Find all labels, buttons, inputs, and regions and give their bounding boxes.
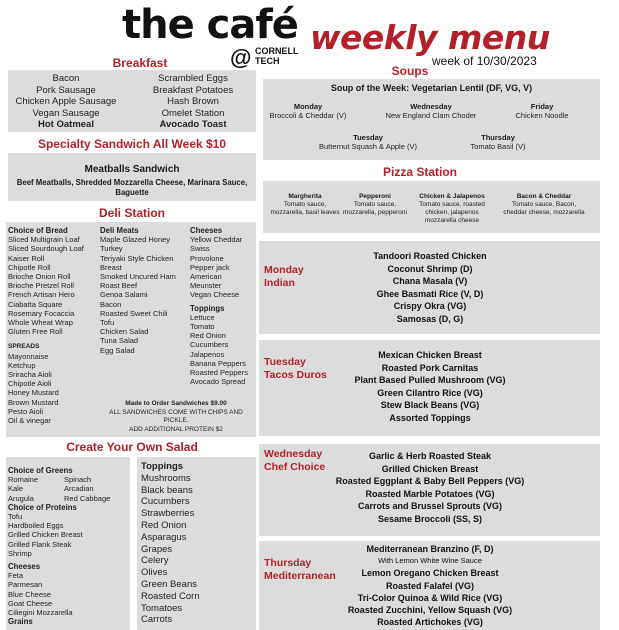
list-item: Bacon — [52, 73, 80, 84]
soup-day: Wednesday — [410, 102, 452, 111]
list-item: Turkey — [100, 244, 123, 254]
list-item: Sliced Multigrain Loaf — [8, 235, 80, 245]
list-item: Sliced Sourdough Loaf — [8, 244, 84, 254]
entree-theme: Chef Choice — [264, 461, 326, 473]
entree-item: Ghee Basmati Rice (V, D) — [376, 288, 484, 299]
list-item: Omelet Station — [161, 107, 225, 119]
entree-theme: Tacos Duros — [264, 369, 327, 381]
list-item: Hardboiled Eggs — [8, 521, 64, 531]
list-item: Olives — [141, 567, 168, 579]
cheeses-heading: Cheeses — [190, 226, 223, 235]
list-item: Provolone — [190, 253, 224, 263]
tech-text: TECH — [255, 56, 280, 66]
list-item: Kale — [8, 484, 24, 494]
salad-cheeses-heading: Cheeses — [8, 562, 41, 572]
entree-item: Roasted Marble Potatoes (VG) — [365, 488, 495, 499]
pizza-title: Pizza Station — [382, 165, 457, 179]
pizza-item — [268, 193, 342, 217]
soup-day: Tuesday — [353, 133, 383, 142]
entree-item: Stew Black Beans (VG) — [380, 400, 480, 411]
entree-item: Assorted Toppings — [389, 412, 471, 423]
pizza-name: Chicken & Jalapenos — [419, 193, 485, 200]
list-item: Celery — [141, 555, 169, 567]
list-item: Honey Mustard — [8, 388, 59, 398]
list-item: Egg Salad — [100, 345, 135, 355]
salad-greens-list — [8, 466, 128, 626]
entree-day-label — [264, 264, 304, 290]
specialty-desc: Beef Meatballs, Shredded Mozzarella Cheese, Marinara Sauce, Baguette — [16, 178, 248, 197]
list-item: Asparagus — [141, 531, 187, 543]
cornell-tech-logo — [255, 46, 299, 66]
entree-item: Sesame Broccoli (SS, S) — [377, 513, 483, 524]
list-item: Meunster — [190, 281, 222, 291]
entree-item: Garlic & Herb Roasted Steak — [368, 451, 492, 461]
list-item: Bacon — [100, 299, 122, 309]
list-item: Ketchup — [8, 360, 36, 370]
list-item: Mushrooms — [141, 472, 191, 484]
monday-entrees — [330, 250, 530, 326]
list-item: Ciabatta Square — [8, 299, 63, 309]
entree-item: Roasted Pork Carnitas — [381, 362, 479, 373]
greens-columns — [8, 475, 128, 503]
bread-heading: Choice of Bread — [8, 226, 68, 235]
deli-chips-note: ALL SANDWICHES COME WITH CHIPS AND PICKLE. — [109, 408, 243, 424]
pizza-item — [410, 193, 494, 225]
entree-day-label — [264, 448, 325, 474]
cornell-text: CORNELL — [255, 46, 299, 56]
entree-item: Roasted Artichokes (VG) — [377, 617, 483, 628]
pizza-desc: Tomato sauce, Bacon, cheddar cheese, mozzarella — [503, 201, 585, 216]
greens-right — [64, 475, 110, 503]
list-item: Tomatoes — [141, 602, 183, 614]
soup-wednesday — [376, 102, 486, 120]
grains-heading: Grains — [8, 617, 33, 627]
list-item: Vegan Cheese — [190, 290, 240, 300]
entree-item: Mediterranean Branzino (F, D) — [366, 544, 494, 554]
soups-title: Soups — [391, 64, 429, 78]
list-item: Chipotle Aioli — [8, 379, 52, 389]
entree-day: Wednesday — [264, 448, 323, 460]
breakfast-right-list — [134, 73, 252, 131]
list-item: Swiss — [190, 244, 210, 254]
soup-item: Butternut Squash & Apple (V) — [319, 142, 417, 151]
pizza-name: Pepperoni — [359, 193, 391, 200]
thursday-entrees — [326, 543, 534, 628]
deli-bread-list — [8, 226, 100, 425]
week-of: week of 10/30/2023 — [432, 54, 537, 68]
entree-theme: Mediterranean — [264, 570, 336, 582]
list-item: Pork Sausage — [36, 84, 96, 96]
list-item: Red Cabbage — [64, 493, 111, 503]
list-item: Chicken Apple Sausage — [15, 96, 117, 107]
entree-item: Roasted Zucchini, Yellow Squash (VG) — [347, 605, 513, 616]
entree-day-label — [264, 356, 327, 382]
entree-item: Carrots and Brussel Sprouts (VG) — [357, 501, 503, 512]
list-item: Green Beans — [141, 578, 197, 590]
list-item: Tuna Salad — [100, 336, 139, 346]
list-item: Grilled Flank Steak — [8, 539, 72, 549]
list-item: Mayonnaise — [8, 351, 49, 361]
list-item: Romaine — [8, 475, 39, 485]
deli-title: Deli Station — [98, 206, 165, 220]
soup-day: Thursday — [481, 133, 515, 142]
list-item: Chipotle Roll — [8, 262, 51, 272]
meats-heading: Deli Meats — [100, 226, 139, 235]
greens-left — [8, 475, 64, 503]
pizza-desc: Tomato sauce, mozzarella, pepperoni — [343, 201, 407, 216]
entree-day: Thursday — [264, 557, 312, 569]
list-item: Teriyaki Style Chicken — [100, 253, 174, 263]
soup-thursday — [458, 133, 538, 151]
list-item: Roast Beef — [100, 281, 138, 291]
at-symbol: @ — [230, 45, 252, 70]
deli-protein-note: ADD ADDITIONAL PROTEIN $2 — [129, 425, 223, 433]
soup-day: Monday — [293, 102, 323, 111]
spreads-heading: SPREADS — [8, 343, 40, 351]
entree-item: Green Cilantro Rice (VG) — [377, 387, 483, 398]
list-item: Pesto Aioli — [8, 406, 44, 416]
soup-item: Broccoli & Cheddar (V) — [269, 111, 347, 120]
list-item: Hot Oatmeal — [38, 119, 94, 130]
entree-item: Crispy Okra (VG) — [393, 301, 467, 312]
list-item: Carrots — [141, 614, 173, 626]
entree-item: Roasted Eggplant & Baby Bell Peppers (VG) — [335, 476, 525, 487]
soup-tuesday — [308, 133, 428, 151]
entree-day: Tuesday — [264, 356, 306, 368]
entree-item: Lemon Oregano Chicken Breast — [361, 568, 499, 579]
list-item: Strawberries — [141, 508, 195, 520]
list-item: Yellow Cheddar — [190, 235, 243, 245]
toppings-heading: Toppings — [190, 303, 225, 313]
list-item: Kaiser Roll — [8, 253, 45, 263]
entree-item: Mexican Chicken Breast — [378, 350, 482, 360]
list-item: Brioche Onion Roll — [8, 272, 71, 282]
list-item: Sriracha Aioli — [8, 370, 52, 380]
pizza-name: Bacon & Cheddar — [516, 193, 572, 200]
entree-item: Tri-Color Quinoa & Wild Rice (VG) — [357, 592, 503, 603]
soup-item: Chicken Noodle — [515, 111, 569, 120]
list-item: Breakfast Potatoes — [152, 84, 234, 96]
list-item: Cucumbers — [190, 340, 229, 350]
list-item: Lettuce — [190, 312, 215, 322]
list-item: Grapes — [141, 543, 173, 555]
breakfast-title: Breakfast — [112, 56, 168, 70]
soup-friday — [500, 102, 584, 120]
list-item: Vegan Sausage — [32, 107, 100, 119]
brand-logo-text: the café — [122, 2, 298, 48]
list-item: Smoked Uncured Ham — [100, 272, 176, 282]
list-item: Roasted Corn — [141, 590, 200, 602]
list-item: Parmesan — [8, 580, 43, 590]
deli-price-note: Made to Order Sandwiches $9.00 — [125, 400, 227, 407]
list-item: Arcadian — [64, 484, 94, 494]
soup-day: Friday — [530, 102, 554, 111]
list-item: Banana Peppers — [190, 358, 246, 368]
list-item: Arugula — [8, 493, 34, 503]
salad-title: Create Your Own Salad — [66, 440, 198, 454]
list-item: Tofu — [100, 318, 115, 328]
list-item: Tomato — [190, 322, 215, 332]
pizza-item — [500, 193, 588, 217]
entree-day: Monday — [264, 264, 304, 276]
entree-item: Tandoori Roasted Chicken — [373, 251, 487, 261]
entree-item: Coconut Shrimp (D) — [387, 263, 473, 274]
list-item: Ciliegini Mozzarella — [8, 608, 73, 618]
list-item: Goat Cheese — [8, 598, 53, 608]
salad-toppings-list — [141, 461, 253, 626]
greens-heading: Choice of Greens — [8, 466, 73, 475]
list-item: Breast — [100, 262, 122, 272]
list-item: Feta — [8, 571, 24, 581]
list-item: Rosemary Focaccia — [8, 308, 75, 318]
proteins-heading: Choice of Proteins — [8, 502, 77, 512]
entree-item: Chana Masala (V) — [392, 276, 468, 287]
list-item: Grilled Chicken Breast — [8, 530, 83, 540]
list-item: Chicken Salad — [100, 327, 149, 337]
list-item: American — [190, 272, 222, 282]
list-item: Roasted Peppers — [190, 368, 248, 378]
list-item: Red Onion — [190, 331, 226, 341]
list-item: Cucumbers — [141, 496, 190, 508]
pizza-desc: Tomato sauce, roasted chicken, jalapenos mozzarella cheese — [419, 201, 485, 224]
list-item: Avocado Spread — [190, 377, 246, 387]
deli-notes — [98, 400, 254, 434]
soup-item: New England Clam Choder — [385, 111, 477, 120]
list-item: Scrambled Eggs — [158, 73, 228, 84]
pizza-name: Margherita — [288, 193, 322, 200]
list-item: Red Onion — [141, 519, 187, 531]
entree-item: Roasted Falafel (VG) — [385, 580, 475, 591]
list-item: Hash Brown — [167, 96, 219, 107]
list-item: Black beans — [141, 484, 193, 496]
list-item: Avocado Toast — [159, 119, 227, 130]
list-item: Maple Glazed Honey — [100, 235, 171, 245]
list-item: Jalapenos — [190, 349, 225, 359]
list-item: French Artisan Hero — [8, 290, 75, 300]
specialty-name: Meatballs Sandwich — [84, 164, 180, 175]
entree-item: Samosas (D, G) — [396, 313, 464, 324]
list-item: Brioche Pretzel Roll — [8, 281, 74, 291]
entree-day-label — [264, 557, 336, 583]
soup-of-week: Soup of the Week: Vegetarian Lentil (DF, VG, V) — [330, 83, 533, 93]
list-item: Spinach — [64, 475, 92, 485]
list-item: Whole Wheat Wrap — [8, 318, 73, 328]
page-title: weekly menu — [310, 18, 550, 57]
list-item: Gluten Free Roll — [8, 327, 63, 337]
entree-item: Grilled Chicken Breast — [381, 463, 479, 474]
list-item: Pepper jack — [190, 262, 230, 272]
deli-meats-list — [100, 226, 192, 355]
soup-monday — [262, 102, 354, 120]
wednesday-entrees — [318, 450, 542, 526]
pizza-desc: Tomato sauce, mozzarella, basil leaves — [270, 201, 340, 216]
deli-cheeses-list — [190, 226, 256, 386]
tuesday-entrees — [330, 349, 530, 425]
soup-item: Tomato Basil (V) — [470, 142, 526, 151]
pizza-item — [342, 193, 408, 217]
list-item: Brown Mustard — [8, 397, 59, 407]
entree-item: Plant Based Pulled Mushroom (VG) — [354, 375, 506, 386]
entree-note: With Lemon White Wine Sauce — [378, 556, 482, 566]
salad-toppings-heading: Toppings — [141, 461, 184, 472]
list-item: Blue Cheese — [8, 589, 51, 599]
list-item: Roasted Sweet Chili — [100, 308, 168, 318]
list-item: Tofu — [8, 512, 23, 522]
list-item: Oil & vinegar — [8, 416, 51, 426]
list-item: Genoa Salami — [100, 290, 148, 300]
specialty-title: Specialty Sandwich All Week $10 — [37, 137, 227, 151]
entree-theme: Indian — [264, 277, 295, 289]
breakfast-left-list — [10, 73, 122, 131]
list-item: Shrimp — [8, 548, 32, 558]
